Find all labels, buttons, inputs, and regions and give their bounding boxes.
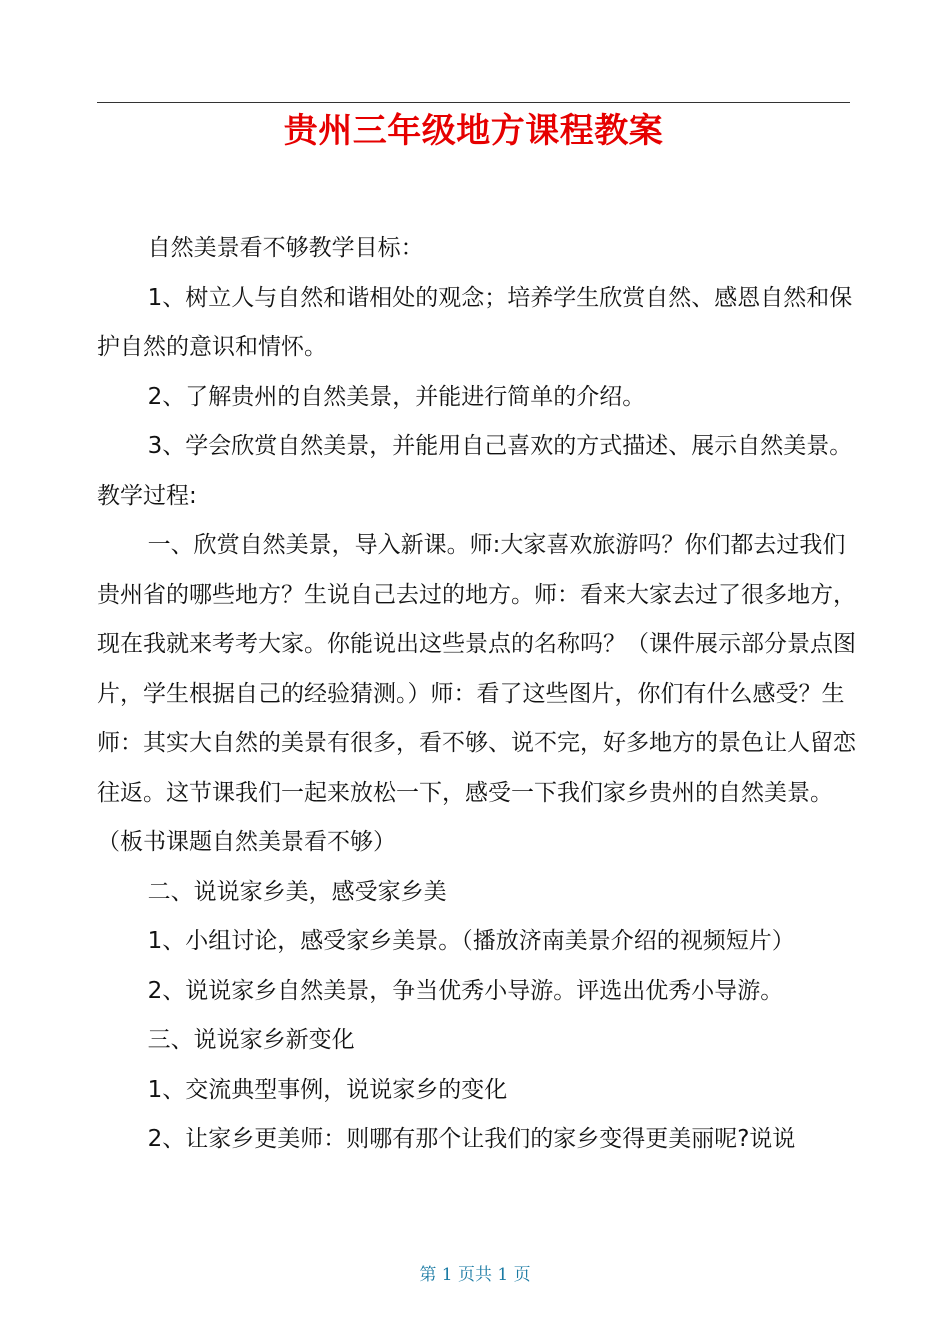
page-footer: 第 1 页共 1 页 bbox=[419, 1265, 531, 1285]
paragraph-section-2-heading: 二、说说家乡美，感受家乡美 bbox=[147, 878, 447, 905]
header-rule bbox=[97, 102, 850, 103]
document-body bbox=[97, 224, 859, 1165]
paragraph-objective-3: 3、学会欣赏自然美景，并能用自己喜欢的方式描述、展示自然美景。教学过程: bbox=[97, 433, 853, 509]
paragraph-section-3-item-2: 2、让家乡更美师：则哪有那个让我们的家乡变得更美丽呢?说说 bbox=[147, 1126, 796, 1152]
paragraph-objective-1: 1、树立人与自然和谐相处的观念；培养学生欣赏自然、感恩自然和保护自然的意识和情怀。 bbox=[97, 284, 853, 360]
paragraph-section-2-item-1: 1、小组讨论，感受家乡美景。（播放济南美景介绍的视频短片） bbox=[147, 928, 795, 954]
paragraph-objective-2: 2、了解贵州的自然美景，并能进行简单的介绍。 bbox=[147, 383, 646, 410]
paragraph-section-3-item-1: 1、交流典型事例，说说家乡的变化 bbox=[147, 1076, 508, 1103]
paragraph-section-1: 一、欣赏自然美景，导入新课。师:大家喜欢旅游吗？你们都去过我们贵州省的哪些地方？生说自己去过的地方。师：看来大家去过了很多地方，现在我就来考考大家。你能说出这些景点的名称吗？（课件展示部分景点图片，学生根据自己的经验猜测。）师：看了这些图片，你们有什么感受？生师：其实大自然的美景有很多，看不够、说不完，好多地方的景色让人留恋往返。这节课我们一起来放松一下，感受一下我们家乡贵州的自然美景。（板书课题自然美景看不够） bbox=[97, 532, 856, 855]
paragraph-objectives-heading: 自然美景看不够教学目标： bbox=[147, 235, 424, 261]
paragraph-section-2-item-2: 2、说说家乡自然美景，争当优秀小导游。评选出优秀小导游。 bbox=[147, 977, 784, 1004]
document-title: 贵州三年级地方课程教案 bbox=[283, 111, 664, 151]
paragraph-section-3-heading: 三、说说家乡新变化 bbox=[147, 1027, 355, 1053]
